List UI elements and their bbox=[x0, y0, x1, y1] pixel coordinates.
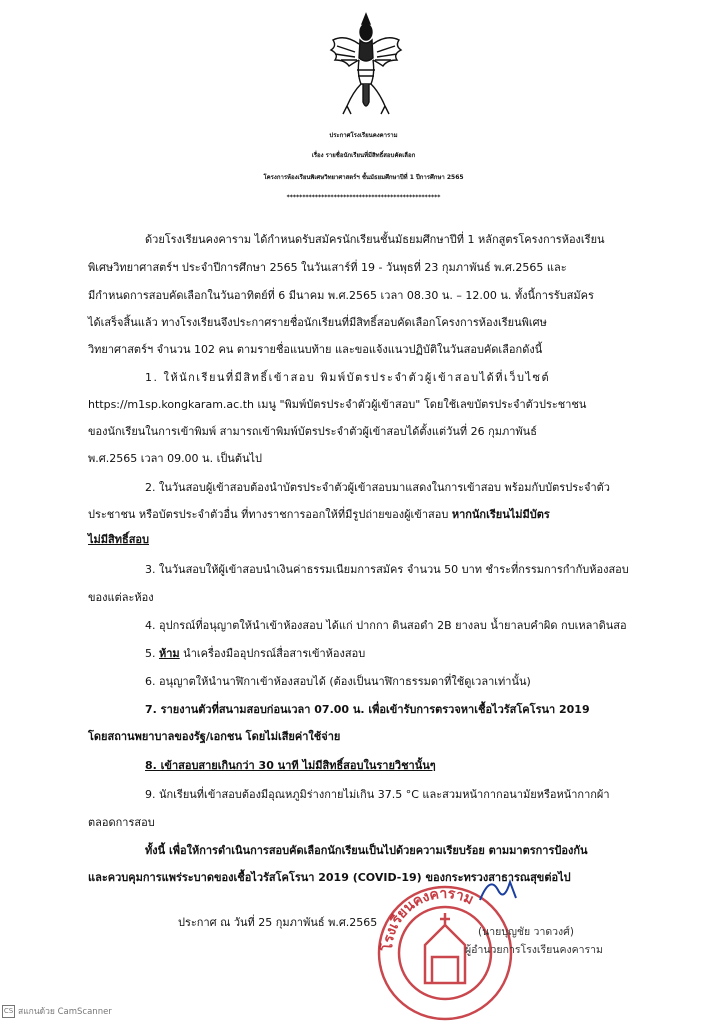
signature-mark-icon bbox=[470, 870, 530, 910]
intro-line: วิทยาศาสตร์ฯ จำนวน 102 คน ตามรายชื่อแนบท้าย และขอแจ้งแนวปฏิบัติในวันสอบคัดเลือกดังนี้ bbox=[88, 343, 543, 356]
star-divider: ************************************************* bbox=[286, 194, 441, 201]
item-2-line: 2. ในวันสอบผู้เข้าสอบต้องนำบัตรประจำตัวผู้เข้าสอบมาแสดงในการเข้าสอบ พร้อมกับบัตรประจำตัว bbox=[145, 481, 610, 494]
item-3-line: ของแต่ละห้อง bbox=[88, 591, 154, 604]
announcement-project: โครงการห้องเรียนพิเศษวิทยาศาสตร์ฯ ชั้นมัธยมศึกษาปีที่ 1 ปีการศึกษา 2565 bbox=[263, 174, 464, 181]
intro-line: มีกำหนดการสอบคัดเลือกในวันอาทิตย์ที่ 6 มีนาคม พ.ศ.2565 เวลา 08.30 น. – 12.00 น. ทั้งนี้การรับสมัคร bbox=[88, 289, 594, 302]
item-7-line: โดยสถานพยาบาลของรัฐ/เอกชน โดยไม่เสียค่าใช้จ่าย bbox=[88, 730, 341, 743]
intro-line: ได้เสร็จสิ้นแล้ว ทางโรงเรียนจึงประกาศรายชื่อนักเรียนที่มีสิทธิ์สอบคัดเลือกโครงการห้องเรียนพิเศษ bbox=[88, 316, 547, 329]
intro-line: ด้วยโรงเรียนคงคาราม ได้กำหนดรับสมัครนักเรียนชั้นมัธยมศึกษาปีที่ 1 หลักสูตรโครงการห้องเรียน bbox=[145, 233, 605, 246]
item-9-line: ตลอดการสอบ bbox=[88, 816, 155, 829]
closing-line: ทั้งนี้ เพื่อให้การดำเนินการสอบคัดเลือกนักเรียนเป็นไปด้วยความเรียบร้อย ตามมาตรการป้องกัน bbox=[145, 844, 588, 857]
seal-text: โรงเรียนคงคาราม bbox=[379, 885, 476, 952]
item-2-text: ประชาชน หรือบัตรประจำตัวอื่น ที่ทางราชการออกให้ที่มีรูปถ่ายของผู้เข้าสอบ bbox=[88, 508, 452, 521]
item-3-line: 3. ในวันสอบให้ผู้เข้าสอบนำเงินค่าธรรมเนียมการสมัคร จำนวน 50 บาท ชำระที่กรรมการกำกับห้องสอบ bbox=[145, 563, 629, 576]
item-9-line: 9. นักเรียนที่เข้าสอบต้องมีอุณหภูมิร่างกายไม่เกิน 37.5 °C และสวมหน้ากากอนามัยหรือหน้ากากผ้า bbox=[145, 788, 610, 801]
item-1-line: พ.ศ.2565 เวลา 09.00 น. เป็นต้นไป bbox=[88, 452, 263, 465]
item-1-line: https://m1sp.kongkaram.ac.th เมนู "พิมพ์บัตรประจำตัวผู้เข้าสอบ" โดยใช้เลขบัตรประจำตัวประชาชน bbox=[88, 398, 587, 411]
camscanner-text: สแกนด้วย CamScanner bbox=[18, 1007, 112, 1017]
item-2-warning: หากนักเรียนไม่มีบัตร bbox=[451, 508, 550, 521]
scanner-footer bbox=[2, 1004, 112, 1018]
item-7-line: 7. รายงานตัวที่สนามสอบก่อนเวลา 07.00 น. เพื่อเข้ารับการตรวจหาเชื้อไวรัสโคโรนา 2019 bbox=[145, 703, 590, 716]
item-6-line: 6. อนุญาตให้นำนาฬิกาเข้าห้องสอบได้ (ต้องเป็นนาฬิกาธรรมดาที่ใช้ดูเวลาเท่านั้น) bbox=[145, 675, 531, 688]
signatory-name: (นายบุญชัย วาดวงศ์) bbox=[478, 926, 574, 938]
item-2-warning-end: ไม่มีสิทธิ์สอบ bbox=[88, 533, 150, 546]
item-8-line: 8. เข้าสอบสายเกินกว่า 30 นาที ไม่มีสิทธิ์สอบในรายวิชานั้นๆ bbox=[145, 759, 436, 772]
garuda-emblem-icon bbox=[327, 10, 405, 120]
item-2-line bbox=[88, 507, 550, 523]
item-5-prohibited: ห้าม bbox=[159, 647, 180, 660]
intro-line: พิเศษวิทยาศาสตร์ฯ ประจำปีการศึกษา 2565 ในวันเสาร์ที่ 19 - วันพุธที่ 23 กุมภาพันธ์ พ.ศ.2565 และ bbox=[88, 261, 567, 274]
item-5-text: นำเครื่องมืออุปกรณ์สื่อสารเข้าห้องสอบ bbox=[179, 647, 366, 660]
announcement-date: ประกาศ ณ วันที่ 25 กุมภาพันธ์ พ.ศ.2565 bbox=[178, 916, 378, 929]
item-1-line: ของนักเรียนในการเข้าพิมพ์ สามารถเข้าพิมพ์บัตรประจำตัวผู้เข้าสอบได้ตั้งแต่วันที่ 26 กุมภาพันธ์ bbox=[88, 425, 537, 438]
closing-line: และควบคุมการแพร่ระบาดของเชื้อไวรัสโคโรนา 2019 (COVID-19) ของกระทรวงสาธารณสุขต่อไป bbox=[88, 871, 571, 884]
item-5-line bbox=[145, 646, 365, 662]
item-5-num: 5. bbox=[145, 647, 159, 660]
item-1-line: 1. ให้นักเรียนที่มีสิทธิ์เข้าสอบ พิมพ์บัตรประจำตัวผู้เข้าสอบได้ที่เว็บไซต์ bbox=[145, 371, 551, 384]
announcement-title: ประกาศโรงเรียนคงคาราม bbox=[329, 132, 398, 139]
camscanner-badge-icon: CS bbox=[2, 1005, 15, 1018]
item-4-line: 4. อุปกรณ์ที่อนุญาตให้นำเข้าห้องสอบ ได้แก่ ปากกา ดินสอดำ 2B ยางลบ น้ำยาลบคำผิด กบเหลาดินสอ bbox=[145, 619, 627, 632]
announcement-subject: เรื่อง รายชื่อนักเรียนที่มีสิทธิ์สอบคัดเลือก bbox=[311, 152, 416, 159]
signatory-position: ผู้อำนวยการโรงเรียนคงคาราม bbox=[465, 944, 603, 956]
